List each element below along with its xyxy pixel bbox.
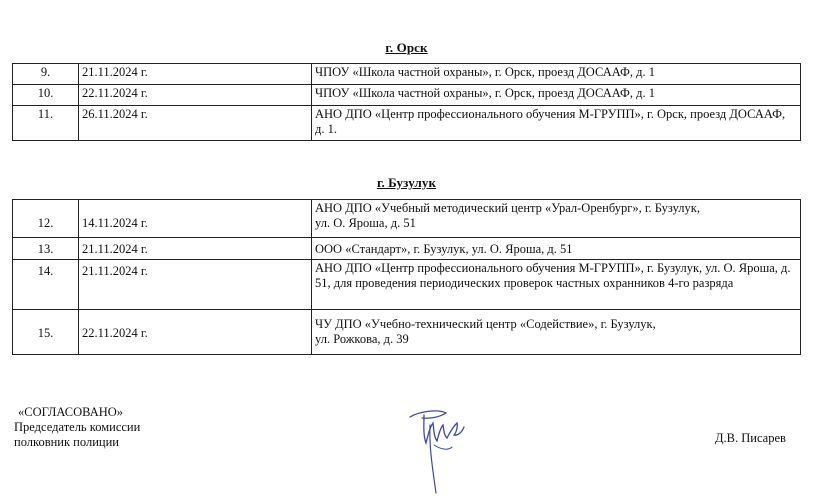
row-date: 22.11.2024 г.	[79, 310, 312, 355]
row-place-line1: АНО ДПО «Учебный методический центр «Урал-Оренбург», г. Бузулук,	[315, 201, 700, 215]
row-place	[312, 310, 801, 355]
table-row	[13, 200, 801, 238]
row-number: 10.	[13, 85, 79, 106]
table-row	[13, 85, 801, 106]
row-number: 14.	[13, 260, 79, 310]
schedule-table-buzuluk	[12, 199, 801, 355]
row-number: 9.	[13, 64, 79, 85]
approval-heading: «СОГЛАСОВАНО»	[18, 405, 124, 419]
signatory-name: Д.В. Писарев	[715, 431, 786, 445]
table-row	[13, 64, 801, 85]
row-date: 26.11.2024 г.	[79, 106, 312, 141]
schedule-table-orsk	[12, 63, 801, 141]
row-number: 13.	[13, 238, 79, 260]
row-date: 22.11.2024 г.	[79, 85, 312, 106]
row-place	[312, 200, 801, 238]
row-place-line2: ул. Рожкова, д. 39	[315, 332, 409, 346]
table-row	[13, 310, 801, 355]
row-place: АНО ДПО «Центр профессионального обучения М-ГРУПП», г. Бузулук, ул. О. Яроша, д. 51, для проведения периодических проверок частных охранников 4-го разряда	[312, 260, 801, 310]
approval-rank: полковник полиции	[14, 435, 119, 449]
table-row	[13, 260, 801, 310]
row-place-line1: ЧУ ДПО «Учебно-технический центр «Содействие», г. Бузулук,	[315, 317, 656, 331]
row-number: 12.	[13, 200, 79, 238]
table-row	[13, 238, 801, 260]
row-place-line2: ул. О. Яроша, д. 51	[315, 216, 416, 230]
row-place: АНО ДПО «Центр профессионального обучения М-ГРУПП», г. Орск, проезд ДОСААФ, д. 1.	[312, 106, 801, 141]
row-place: ЧПОУ «Школа частной охраны», г. Орск, проезд ДОСААФ, д. 1	[312, 64, 801, 85]
handwritten-signature-icon	[400, 405, 470, 497]
row-date: 21.11.2024 г.	[79, 260, 312, 310]
row-date: 21.11.2024 г.	[79, 238, 312, 260]
row-date: 14.11.2024 г.	[79, 200, 312, 238]
section-title-orsk: г. Орск	[385, 40, 428, 55]
table-row	[13, 106, 801, 141]
row-number: 11.	[13, 106, 79, 141]
row-place: ЧПОУ «Школа частной охраны», г. Орск, проезд ДОСААФ, д. 1	[312, 85, 801, 106]
section-title-buzuluk: г. Бузулук	[376, 175, 437, 190]
row-place: ООО «Стандарт», г. Бузулук, ул. О. Яроша, д. 51	[312, 238, 801, 260]
approval-position: Председатель комиссии	[14, 420, 141, 434]
row-date: 21.11.2024 г.	[79, 64, 312, 85]
row-number: 15.	[13, 310, 79, 355]
approval-block	[14, 405, 140, 450]
